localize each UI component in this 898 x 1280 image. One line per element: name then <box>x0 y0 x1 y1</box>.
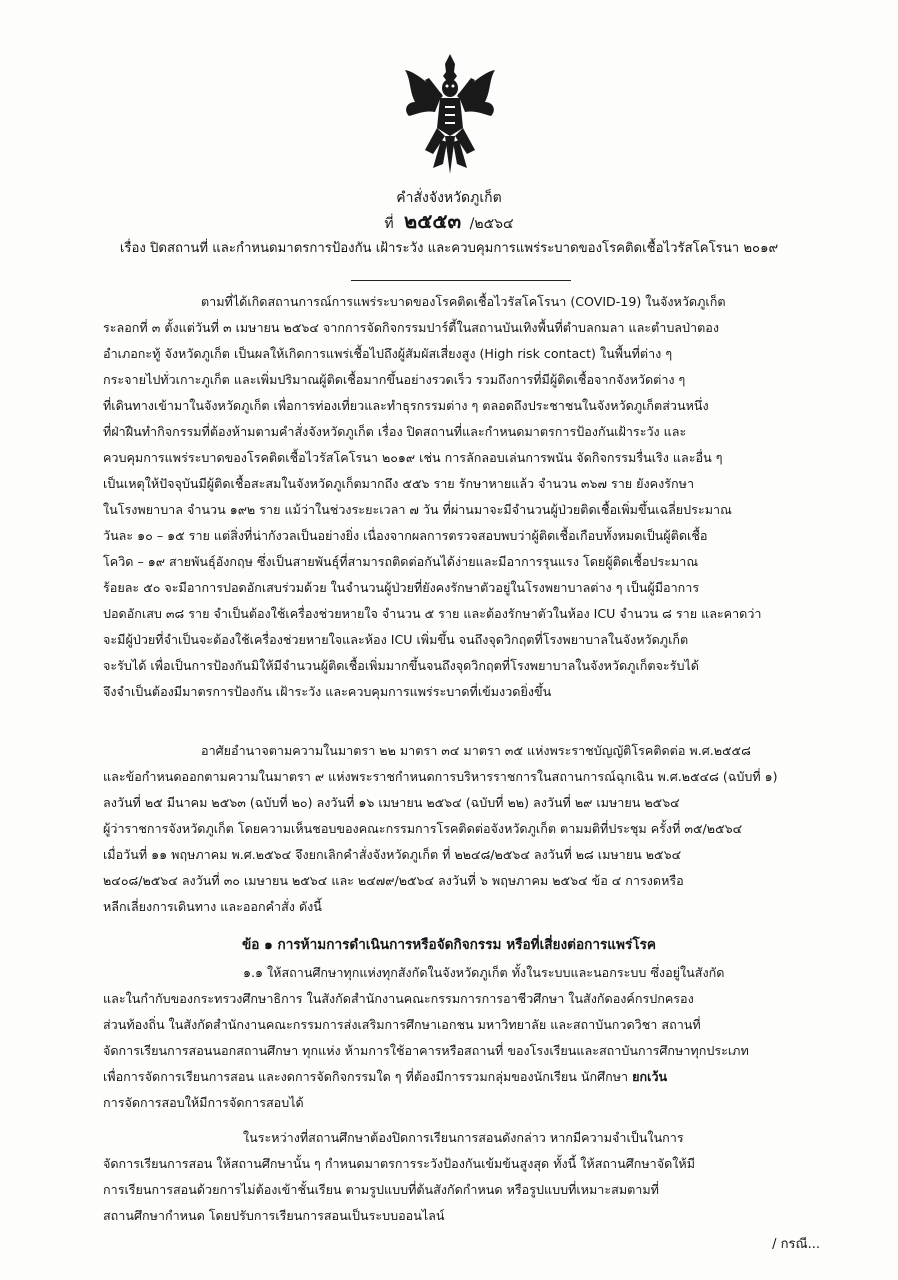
paragraph-line: ที่ฝ่าฝืนทำกิจกรรมที่ต้องห้ามตามคำสั่งจังหวัดภูเก็ต เรื่อง ปิดสถานที่และกำหนดมาตรการป้องกันเฝ้าระวัง และ <box>103 424 687 439</box>
paragraph-line: อำเภอกะทู้ จังหวัดภูเก็ต เป็นผลให้เกิดการแพร่เชื้อไปถึงผู้สัมผัสเสี่ยงสูง (High risk contact) ในพื้นที่ต่าง ๆ <box>103 346 673 361</box>
paragraph-line: ระลอกที่ ๓ ตั้งแต่วันที่ ๓ เมษายน ๒๕๖๔ จากการจัดกิจกรรมปาร์ตี้ในสถานบันเทิงพื้นที่ตำบลกมลา และตำบลป่าตอง <box>103 320 719 335</box>
number-prefix: ที่ <box>384 216 394 232</box>
continuation-marker: / กรณี... <box>772 1237 820 1252</box>
document-subject: เรื่อง ปิดสถานที่ และกำหนดมาตรการป้องกัน เฝ้าระวัง และควบคุมการแพร่ระบาดของโรคติดเชื้อไวรัสโคโรนา ๒๐๑๙ <box>119 241 779 256</box>
paragraph-line: อาศัยอำนาจตามความในมาตรา ๒๒ มาตรา ๓๔ มาตรา ๓๕ แห่งพระราชบัญญัติโรคติดต่อ พ.ศ.๒๕๕๘ <box>201 743 751 758</box>
paragraph-line: และในกำกับของกระทรวงศึกษาธิการ ในสังกัดสำนักงานคณะกรรมการการอาชีวศึกษา ในสังกัดองค์กรปกครอง <box>103 991 694 1006</box>
paragraph-line: ส่วนท้องถิ่น ในสังกัดสำนักงานคณะกรรมการส่งเสริมการศึกษาเอกชน มหาวิทยาลัย และสถาบันกวดวิชา สถานที่ <box>103 1017 701 1032</box>
paragraph-line: จัดการเรียนการสอน ให้สถานศึกษานั้น ๆ กำหนดมาตรการระวังป้องกันเข้มข้นสูงสุด ทั้งนี้ ให้สถานศึกษาจัดให้มี <box>103 1156 696 1171</box>
paragraph-line: หลีกเลี่ยงการเดินทาง และออกคำสั่ง ดังนี้ <box>103 899 322 914</box>
paragraph-line: วันละ ๑๐ – ๑๕ ราย แต่สิ่งที่น่ากังวลเป็นอย่างยิ่ง เนื่องจากผลการตรวจสอบพบว่าผู้ติดเชื้อเกือบทั้งหมดเป็นผู้ติดเชื้อ <box>103 528 708 543</box>
paragraph-line: ร้อยละ ๕๐ จะมีอาการปอดอักเสบร่วมด้วย ในจำนวนผู้ป่วยที่ยังคงรักษาตัวอยู่ในโรงพยาบาลต่าง ๆ เป็นผู้มีอาการ <box>103 580 700 595</box>
paragraph-line: ควบคุมการแพร่ระบาดของโรคติดเชื้อไวรัสโคโรนา ๒๐๑๙ เช่น การลักลอบเล่นการพนัน จัดกิจกรรมรื่นเริง และอื่น ๆ <box>103 450 723 465</box>
garuda-emblem-icon <box>395 50 505 178</box>
paragraph-line: เมื่อวันที่ ๑๑ พฤษภาคม พ.ศ.๒๕๖๔ จึงยกเลิกคำสั่งจังหวัดภูเก็ต ที่ ๒๒๔๘/๒๕๖๔ ลงวันที่ ๒๘ เมษายน ๒๕๖๔ <box>103 847 682 862</box>
section-1-heading: ข้อ ๑ การห้ามการดำเนินการหรือจัดกิจกรรม หรือที่เสี่ยงต่อการแพร่โรค <box>241 937 657 953</box>
paragraph-line: ๑.๑ ให้สถานศึกษาทุกแห่งทุกสังกัดในจังหวัดภูเก็ต ทั้งในระบบและนอกระบบ ซึ่งอยู่ในสังกัด <box>243 965 725 980</box>
paragraph-line: ตามที่ได้เกิดสถานการณ์การแพร่ระบาดของโรคติดเชื้อไวรัสโคโรนา (COVID-19) ในจังหวัดภูเก็ต <box>201 294 726 309</box>
paragraph-line: ๒๔๐๘/๒๕๖๔ ลงวันที่ ๓๐ เมษายน ๒๕๖๔ และ ๒๔๗๙/๒๕๖๔ ลงวันที่ ๖ พฤษภาคม ๒๕๖๔ ข้อ ๔ การงดหรือ <box>103 873 684 888</box>
paragraph-line: เป็นเหตุให้ปัจจุบันมีผู้ติดเชื้อสะสมในจังหวัดภูเก็ตมากถึง ๕๕๖ ราย รักษาหายแล้ว จำนวน ๓๖๗ ราย ยังคงรักษา <box>103 476 695 491</box>
paragraph-line: ที่เดินทางเข้ามาในจังหวัดภูเก็ต เพื่อการท่องเที่ยวและทำธุรกรรมต่าง ๆ ตลอดถึงประชาชนในจังหวัดภูเก็ตส่วนหนึ่ง <box>103 398 709 413</box>
paragraph-online-teaching <box>103 1125 843 1229</box>
paragraph-line: ในระหว่างที่สถานศึกษาต้องปิดการเรียนการสอนดังกล่าว หากมีความจำเป็นในการ <box>243 1130 684 1145</box>
paragraph-line: ในโรงพยาบาล จำนวน ๑๙๒ ราย แม้ว่าในช่วงระยะเวลา ๗ วัน ที่ผ่านมาจะมีจำนวนผู้ป่วยติดเชื้อเพิ่มขึ้นเฉลี่ยประมาณ <box>103 502 732 517</box>
paragraph-line-text: เพื่อการจัดการเรียนการสอน และงดการจัดกิจกรรมใด ๆ ที่ต้องมีการรวมกลุ่มของนักเรียน นักศึกษา <box>103 1069 629 1084</box>
exception-emphasis: ยกเว้น <box>632 1069 668 1084</box>
paragraph-line: กระจายไปทั่วเกาะภูเก็ต และเพิ่มปริมาณผู้ติดเชื้อมากขึ้นอย่างรวดเร็ว รวมถึงการที่มีผู้ติดเชื้อจากจังหวัดต่าง ๆ <box>103 372 686 387</box>
paragraph-line-with-emphasis <box>103 1064 843 1090</box>
paragraph-line: การจัดการสอบให้มีการจัดการสอบได้ <box>103 1095 304 1110</box>
document-title: คำสั่งจังหวัดภูเก็ต <box>396 190 502 206</box>
paragraph-line: จึงจำเป็นต้องมีมาตรการป้องกัน เฝ้าระวัง และควบคุมการแพร่ระบาดที่เข้มงวดยิ่งขึ้น <box>103 684 552 699</box>
paragraph-authority <box>103 738 843 920</box>
paragraph-line: โควิด – ๑๙ สายพันธุ์อังกฤษ ซึ่งเป็นสายพันธุ์ที่สามารถติดต่อกันได้ง่ายและมีอาการรุนแรง โดยผู้ติดเชื้อประมาณ <box>103 554 699 569</box>
paragraph-line: การเรียนการสอนด้วยการไม่ต้องเข้าชั้นเรียน ตามรูปแบบที่ต้นสังกัดกำหนด หรือรูปแบบที่เหมาะสมตามที่ <box>103 1182 659 1197</box>
document-number <box>0 210 898 235</box>
order-number: ๒๕๕๓ <box>404 209 462 233</box>
paragraph-line: จะรับได้ เพื่อเป็นการป้องกันมิให้มีจำนวนผู้ติดเชื้อเพิ่มมากขึ้นจนถึงจุดวิกฤตที่โรงพยาบาลในจังหวัดภูเก็ตจะรับได้ <box>103 658 699 673</box>
order-year: /๒๕๖๔ <box>469 216 514 232</box>
paragraph-situation <box>103 289 843 705</box>
paragraph-line: จะมีผู้ป่วยที่จำเป็นจะต้องใช้เครื่องช่วยหายใจและห้อง ICU เพิ่มขึ้น จนถึงจุดวิกฤตที่โรงพยาบาลในจังหวัดภูเก็ต <box>103 632 689 647</box>
paragraph-line: ปอดอักเสบ ๓๘ ราย จำเป็นต้องใช้เครื่องช่วยหายใจ จำนวน ๕ ราย และต้องรักษาตัวในห้อง ICU จำนวน ๘ ราย และคาดว่า <box>103 606 762 621</box>
paragraph-line: ลงวันที่ ๒๕ มีนาคม ๒๕๖๓ (ฉบับที่ ๒๐) ลงวันที่ ๑๖ เมษายน ๒๕๖๔ (ฉบับที่ ๒๒) ลงวันที่ ๒๙ เมษายน ๒๕๖๔ <box>103 795 680 810</box>
subject-divider <box>351 280 571 281</box>
paragraph-line: สถานศึกษากำหนด โดยปรับการเรียนการสอนเป็นระบบออนไลน์ <box>103 1208 445 1223</box>
paragraph-1-1 <box>103 960 843 1116</box>
paragraph-line: จัดการเรียนการสอนนอกสถานศึกษา ทุกแห่ง ห้ามการใช้อาคารหรือสถานที่ ของโรงเรียนและสถาบันการศึกษาทุกประเภท <box>103 1043 749 1058</box>
paragraph-line: ผู้ว่าราชการจังหวัดภูเก็ต โดยความเห็นชอบของคณะกรรมการโรคติดต่อจังหวัดภูเก็ต ตามมติที่ประชุม ครั้งที่ ๓๕/๒๕๖๔ <box>103 821 743 836</box>
paragraph-line: และข้อกำหนดออกตามความในมาตรา ๙ แห่งพระราชกำหนดการบริหารราชการในสถานการณ์ฉุกเฉิน พ.ศ.๒๕๔๘ (ฉบับที่ ๑) <box>103 769 778 784</box>
